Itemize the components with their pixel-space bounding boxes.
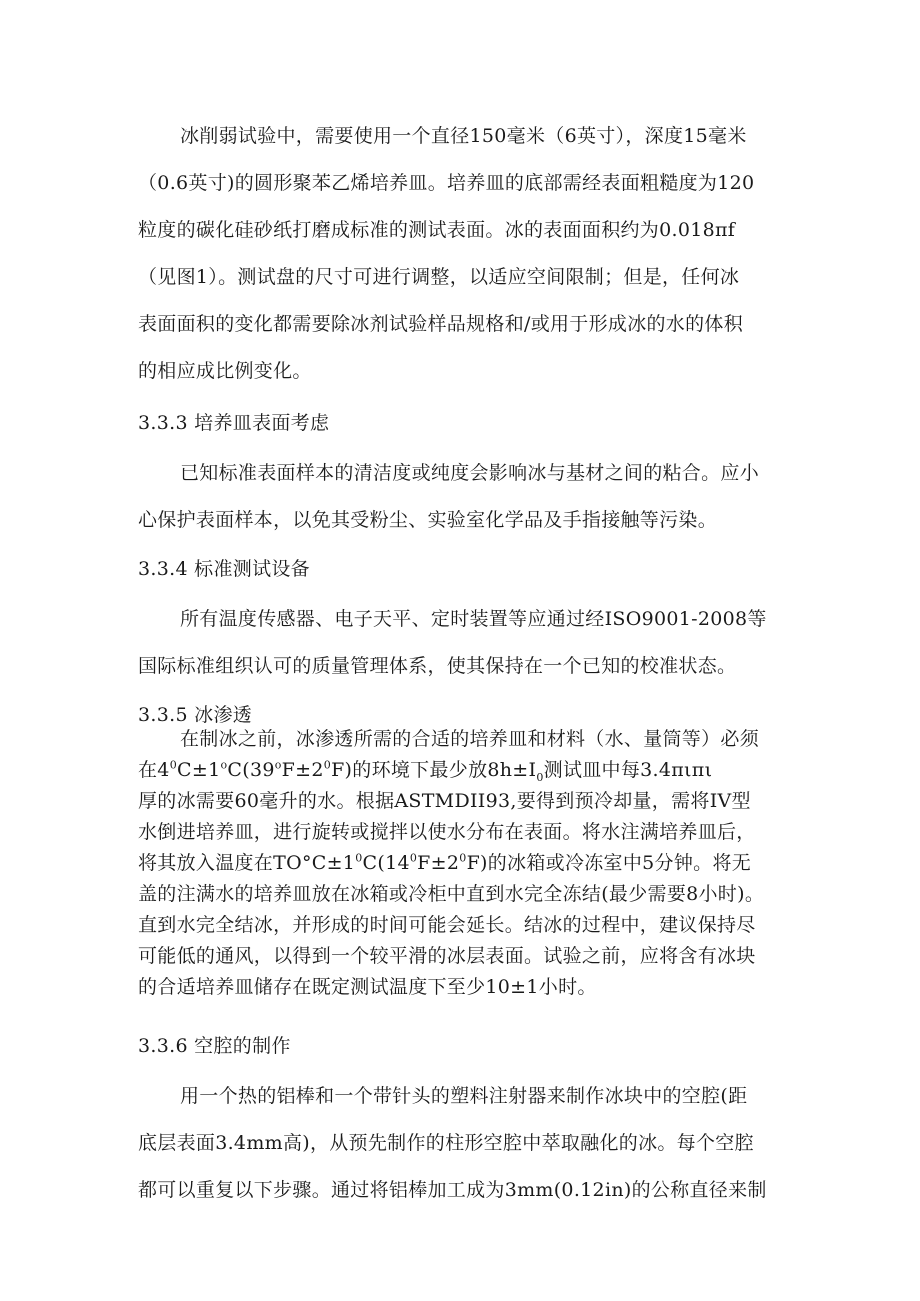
- text-line: 所有温度传感器、电子天平、定时装置等应通过经ISO9001-2008等: [180, 608, 767, 630]
- section-334-paragraph: [138, 596, 794, 690]
- text-line: 冰削弱试验中，需要使用一个直径150毫米（6英寸），深度15毫米: [180, 125, 747, 147]
- text-line: 国际标准组织认可的质量管理体系，使其保持在一个已知的校准状态。: [138, 655, 737, 677]
- text-line: 都可以重复以下步骤。通过将铝棒加工成为3mm(0.12in)的公称直径来制: [138, 1179, 767, 1201]
- superscript: 0: [169, 758, 178, 772]
- text-line: 直到水完全结冰，并形成的时间可能会延长。结冰的过程中，建议保持尽: [138, 914, 756, 936]
- section-heading-333: 3.3.3 培养皿表面考虑: [138, 412, 330, 434]
- text-line: 的合适培养皿储存在既定测试温度下至少10±1小时。: [138, 976, 597, 998]
- subscript: 0: [536, 770, 544, 784]
- text-line: 厚的冰需要60毫升的水。根据ASTMDII93,要得到预冷却量，需将IV型: [138, 790, 751, 812]
- text-line: 粒度的碳化硅砂纸打磨成标准的测试表面。冰的表面面积约为0.018πf: [138, 219, 736, 241]
- text-line: 可能低的通风，以得到一个较平滑的冰层表面。试验之前，应将含有冰块: [138, 945, 756, 967]
- text-line: 水倒进培养皿，进行旋转或搅拌以使水分布在表面。将水注满培养皿后，: [138, 821, 756, 843]
- text-run: F)的环境下最少放8h±I: [331, 759, 537, 781]
- text-line: 在制冰之前，冰渗透所需的合适的培养皿和材料（水、量筒等）必须: [180, 728, 760, 750]
- text-line: 已知标准表面样本的清洁度或纯度会影响冰与基材之间的粘合。应小: [180, 462, 760, 484]
- superscript: o: [274, 758, 282, 772]
- text-run: C(14: [362, 852, 410, 874]
- section-333-paragraph: [138, 450, 794, 544]
- text-line-temperature: [138, 755, 794, 786]
- text-line: （0.6英寸)的圆形聚苯乙烯培养皿。培养皿的底部需经表面粗糙度为120: [138, 172, 755, 194]
- superscript: 0: [409, 851, 418, 865]
- text-line: 心保护表面样本，以免其受粉尘、实验室化学品及手指接触等污染。: [138, 509, 718, 531]
- superscript: 0: [459, 851, 467, 865]
- intro-paragraph: [138, 113, 794, 395]
- text-run: F±2: [417, 852, 460, 874]
- section-heading-336: 3.3.6 空腔的制作: [138, 1035, 291, 1057]
- text-line: 表面面积的变化都需要除冰剂试验样品规格和/或用于形成冰的水的体积: [138, 313, 744, 335]
- text-run: F)的冰箱或冷冻室中5分钟。将无: [466, 852, 752, 874]
- superscript: o: [220, 758, 228, 772]
- superscript: 0: [355, 851, 363, 865]
- text-line: 盖的注满水的培养皿放在冰箱或冷柜中直到水完全冻结(最少需要8小时)。: [138, 883, 765, 905]
- text-run: 在4: [138, 759, 170, 781]
- text-line: 的相应成比例变化。: [138, 360, 312, 382]
- text-line: （见图1）。测试盘的尺寸可进行调整，以适应空间限制；但是，任何冰: [138, 266, 740, 288]
- section-335-paragraph: [138, 724, 794, 1003]
- section-336-paragraph: [138, 1073, 794, 1214]
- text-line: 底层表面3.4mm高)，从预先制作的柱形空腔中萃取融化的冰。每个空腔: [138, 1132, 754, 1154]
- text-run: 将其放入温度在TO°C±1: [138, 852, 356, 874]
- text-line: 用一个热的铝棒和一个带针头的塑料注射器来制作冰块中的空腔(距: [180, 1085, 748, 1107]
- superscript: 0: [323, 758, 332, 772]
- section-heading-334: 3.3.4 标准测试设备: [138, 558, 310, 580]
- text-run: 测试皿中每3.4πιπι: [543, 759, 713, 781]
- text-run: C±1: [177, 759, 221, 781]
- text-run: F±2: [281, 759, 324, 781]
- section-heading-335: 3.3.5 冰渗透: [138, 704, 253, 726]
- text-run: C(39: [227, 759, 275, 781]
- text-line-temperature: [138, 848, 794, 879]
